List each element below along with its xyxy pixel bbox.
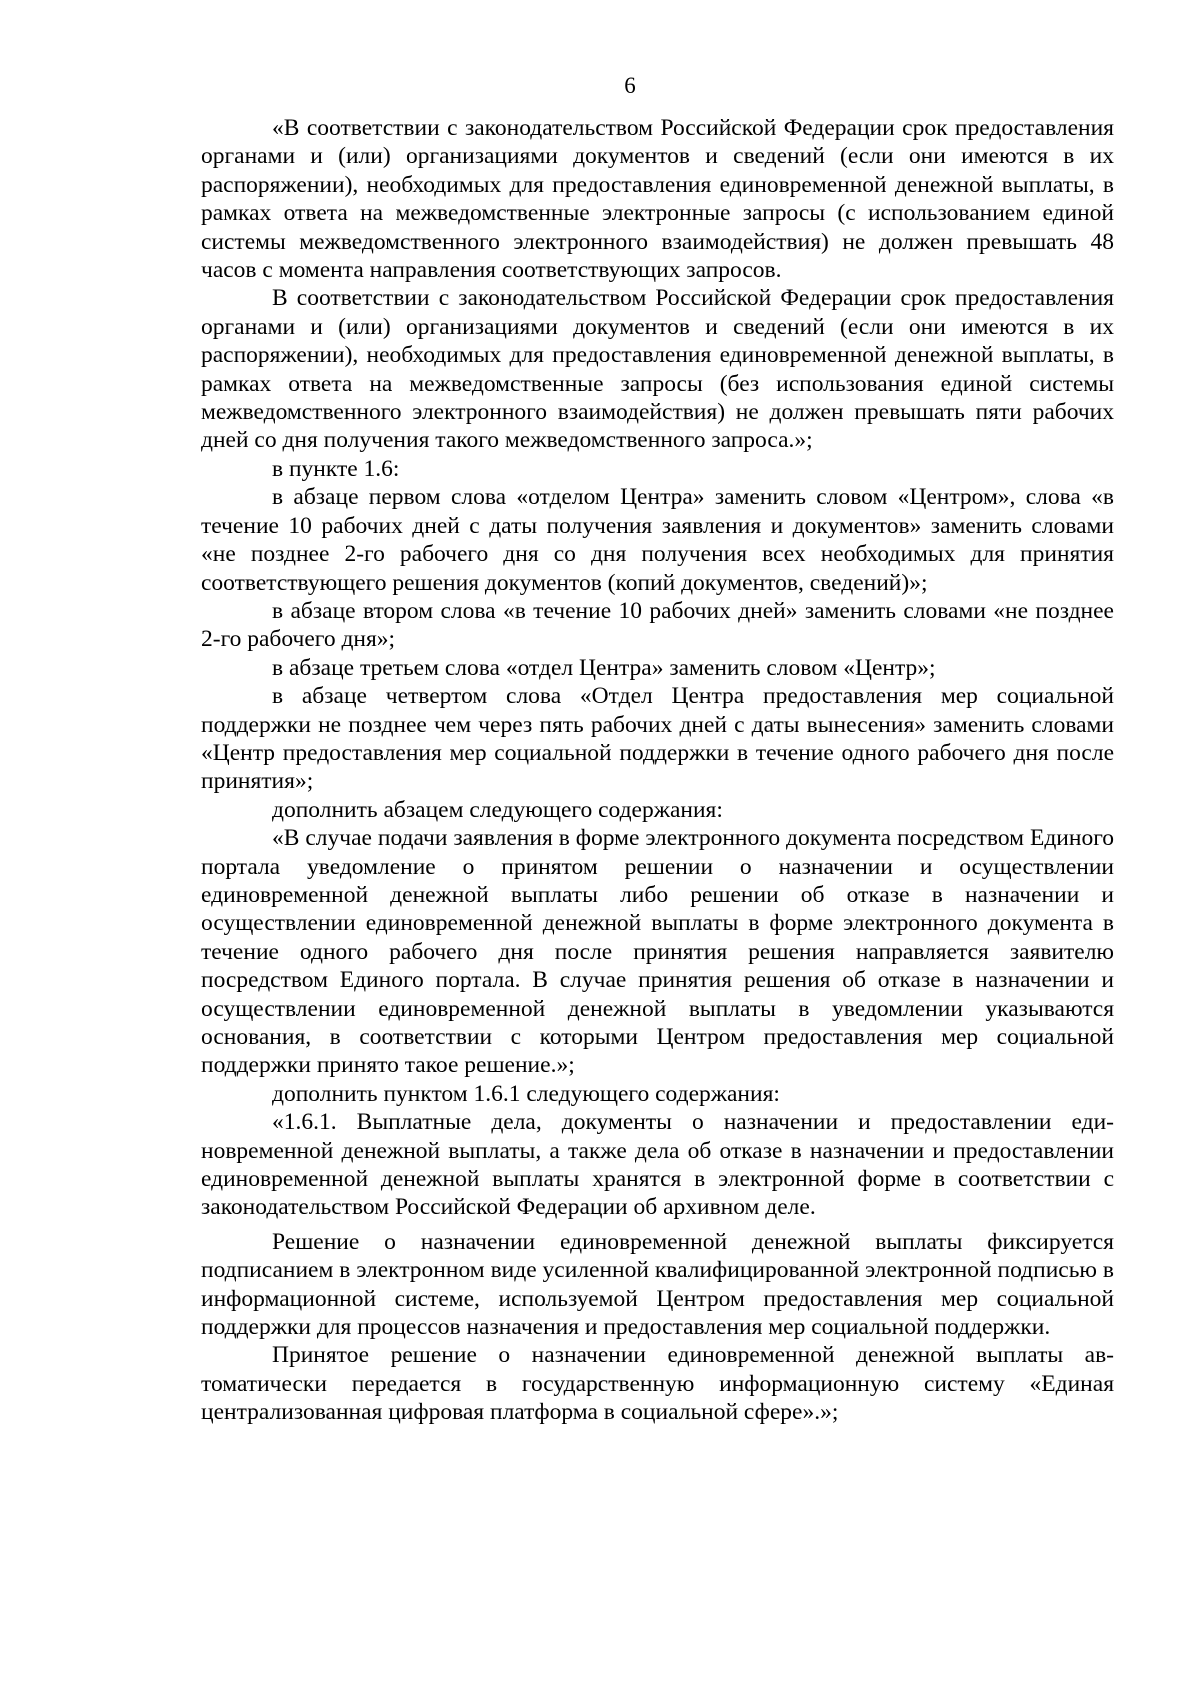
paragraph-electronic-signature-decision: Решение о назначении единовременной денежной выплаты фиксируется подписанием в электронном виде усиленной квалифицированной электронной подписью в информационной системе, используемой Центром предоставления мер социальной поддержки для процессов назначения и предоставления мер социальной поддержки. [201,1228,1114,1341]
paragraph-interagency-requests-without-system: В соответствии с законодательством Российской Федерации срок предоставления органами и (или) организациями документов и сведений (если они имеются в их распоряжении), необходимых для предоставления единовременной денежной выплаты, в рамках ответа на межведомственные запросы (без использования единой системы межведомственного электронного взаимодействия) не должен превышать пяти рабочих дней со дня получения такого межведомственного запроса.»; [201,285,1114,454]
page-number: 6 [624,73,636,98]
paragraph-interagency-electronic-requests: «В соответствии с законодательством Российской Федерации срок предоставления органами и (или) организациями документов и сведений (если они имеются в их распоряжении), необходимых для предоставления единовременной денежной выплаты, в рамках ответа на межведомственные электронные запросы (с использованием единой системы межведомственного электронного взаимодействия) не должен превышать 48 часов с момента направления соответствующих запросов. [201,115,1114,284]
paragraph-fourth-subparagraph-amendment: в абзаце четвертом слова «Отдел Центра предоставления мер социальной поддержки не позднее чем через пять рабочих дней с даты вынесения» заменить словами «Центр предоставления мер социальной поддержки в течение одного рабочего дня после принятия»; [201,683,1114,795]
paragraph-unified-portal-notification: «В случае подачи заявления в форме электронного документа посредством Единого портала уведомление о принятом решении о назначении и осуществлении единовременной денежной выплаты либо решении об отказе в назначении и осуществлении единовременной денежной выплаты в форме электронного документа в течение одного рабочего дня после принятия решения направляется заявителю посредством Единого портала. В случае принятия решения об отказе в назначении и осуществлении единовременной денежной выплаты в уведомлении указываются основания, в соответствии с которыми Центром предоставления мер социальной поддержки принято такое решение.»; [201,825,1114,1079]
paragraph-add-subparagraph: дополнить абзацем следующего содержания: [272,796,723,823]
paragraph-second-subparagraph-amendment: в абзаце втором слова «в течение 10 рабочих дней» заменить словами «не позднее 2-го рабочего дня»; [201,597,1114,653]
paragraph-add-clause-1-6-1: дополнить пунктом 1.6.1 следующего содержания: [272,1080,780,1107]
paragraph-third-subparagraph-amendment: в абзаце третьем слова «отдел Центра» заменить словом «Центр»; [272,654,936,681]
paragraph-clause-1-6-1-archives: «1.6.1. Выплатные дела, документы о назначении и предоставлении единовременной денежной выплаты, а также дела об отказе в назначении и предоставлении единовременной денежной выплаты хранятся в электронной форме в соответствии с законодательством Российской Федерации об архивном деле. [201,1109,1114,1221]
paragraph-digital-platform-transfer: Принятое решение о назначении единовременной денежной выплаты автоматически передается в государственную информационную систему «Единая централизованная цифровая платформа в социальной сфере».»; [201,1342,1114,1426]
paragraph-in-clause-1-6: в пункте 1.6: [272,455,400,482]
document-body [201,114,1114,1427]
paragraph-first-subparagraph-amendment: в абзаце первом слова «отделом Центра» заменить словом «Центром», слова «в течение 10 рабочих дней с даты получения заявления и документов» заменить словами «не позднее 2-го рабочего дня со дня получения всех необходимых для принятия соответствующего решения документов (копий документов, сведений)»; [201,484,1114,596]
